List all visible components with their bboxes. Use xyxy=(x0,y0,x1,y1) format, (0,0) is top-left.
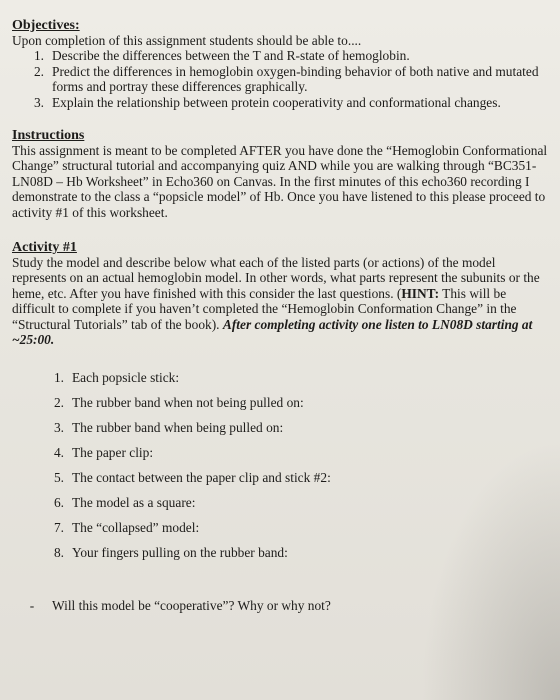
part-text: The “collapsed” model: xyxy=(72,519,200,535)
cooperativity-question xyxy=(12,598,548,613)
model-part-item xyxy=(12,420,548,445)
activity-emphasis: After completing activity one listen to LN08D starting at ~25:00. xyxy=(12,316,533,348)
part-number: 8. xyxy=(53,544,64,560)
objective-text: Explain the relationship between protein cooperativity and conformational changes. xyxy=(52,94,501,110)
instructions-heading: Instructions xyxy=(12,128,85,144)
model-part-item xyxy=(12,545,548,570)
objective-item xyxy=(12,64,548,95)
objective-number: 3. xyxy=(33,94,44,110)
model-part-item xyxy=(12,445,548,470)
part-text: The contact between the paper clip and stick #2: xyxy=(72,469,331,485)
part-number: 6. xyxy=(53,494,64,510)
objective-item xyxy=(12,95,548,110)
objectives-list xyxy=(12,48,548,110)
part-number: 4. xyxy=(53,444,64,460)
part-number: 7. xyxy=(53,519,64,535)
part-number: 5. xyxy=(53,469,64,485)
part-text: Your fingers pulling on the rubber band: xyxy=(72,544,288,560)
part-text: The paper clip: xyxy=(72,444,154,460)
question-text: Will this model be “cooperative”? Why or why not? xyxy=(52,597,331,613)
activity-text xyxy=(12,255,548,347)
model-part-item xyxy=(12,495,548,520)
objective-text: Describe the differences between the T and R-state of hemoglobin. xyxy=(52,48,410,64)
model-part-item xyxy=(12,470,548,495)
activity-text-part: This will be difficult to complete if you haven’t completed the “Hemoglobin Conformation Change” in the “Structural Tutorials” tab of the book). xyxy=(12,285,517,332)
activity-text-part: Study the model and describe below what each of the listed parts (or actions) of the model represents on an actual hemoglobin model. In other words, what parts represent the subunits or the heme, etc. After you have finished with this consider the last questions. ( xyxy=(12,255,540,301)
part-text: The rubber band when not being pulled on: xyxy=(72,394,304,410)
model-part-item xyxy=(12,395,548,420)
question-bullet: - xyxy=(29,597,35,613)
part-text: The model as a square: xyxy=(72,494,196,510)
hint-label: HINT: xyxy=(401,285,440,301)
model-part-item xyxy=(12,520,548,545)
objectives-section xyxy=(12,18,548,110)
objective-number: 2. xyxy=(33,63,44,79)
instructions-section xyxy=(12,128,548,220)
part-number: 3. xyxy=(53,419,64,435)
objective-text: Predict the differences in hemoglobin oxygen-binding behavior of both native and mutated forms and portray these differences graphically. xyxy=(52,63,539,95)
part-number: 1. xyxy=(53,369,64,385)
part-text: The rubber band when being pulled on: xyxy=(72,419,284,435)
part-number: 2. xyxy=(53,394,64,410)
model-parts-list xyxy=(12,370,548,570)
part-text: Each popsicle stick: xyxy=(72,369,180,385)
objective-number: 1. xyxy=(33,48,44,64)
activity-heading: Activity #1 xyxy=(12,240,77,256)
objectives-heading: Objectives: xyxy=(12,18,80,33)
model-part-item xyxy=(12,370,548,395)
objectives-intro: Upon completion of this assignment students should be able to.... xyxy=(12,33,362,48)
instructions-text: This assignment is meant to be completed AFTER you have done the “Hemoglobin Conformational Change” structural tutorial and accompanying quiz AND while you are walking through “BC351- LN08D – Hb Worksheet” in Echo360 on Canvas. In the first minutes of this echo360 recording I demonstrate to the class a “popsicle model” of Hb. Once you have listened to this please proceed to activity #1 of this worksheet. xyxy=(12,143,548,220)
objective-item xyxy=(12,48,548,63)
activity-section xyxy=(12,240,548,613)
